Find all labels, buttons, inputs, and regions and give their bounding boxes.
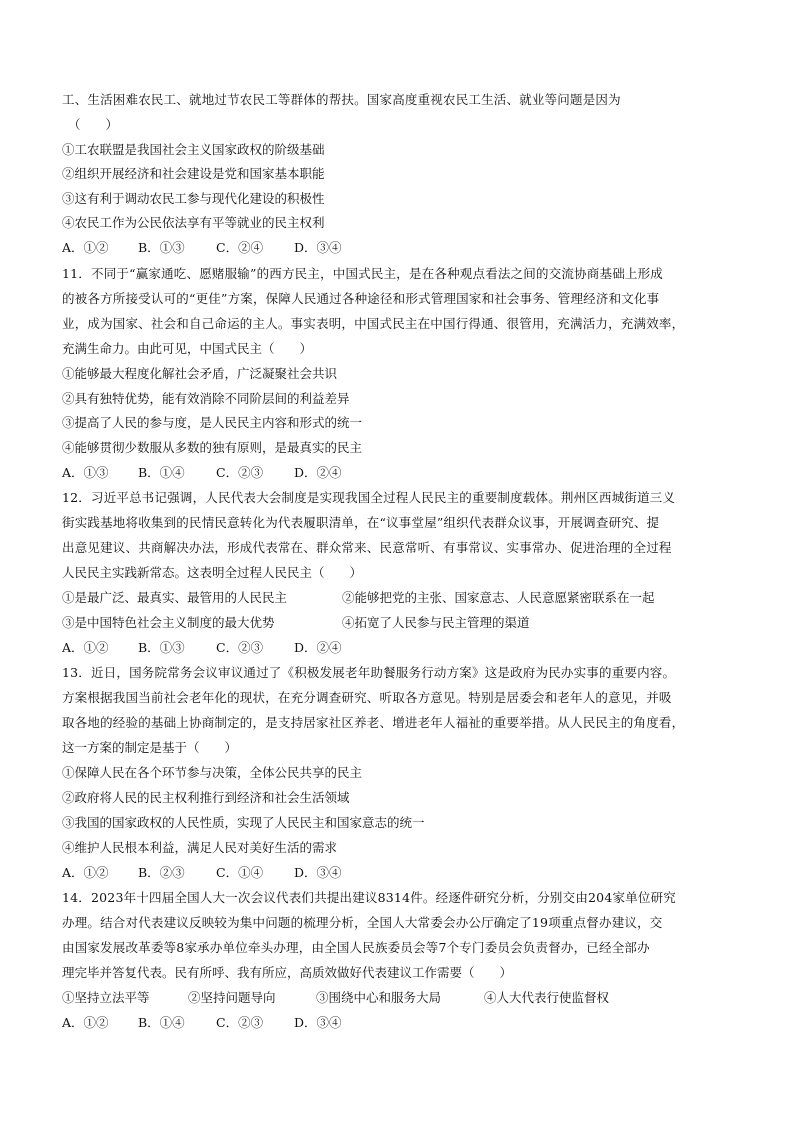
q11-item-4: ④能够贯彻少数服从多数的独有原则，是最真实的民主 [62, 440, 363, 455]
q13-item-1: ①保障人民在各个环节参与决策，全体公民共享的民主 [62, 765, 363, 780]
q13-item-2: ②政府将人民的民主权利推行到经济和社会生活领域 [62, 790, 350, 805]
q10-stem-line-1: 工、生活困难农民工、就地过节农民工等群体的帮扶。国家高度重视农民工生活、就业等问题是因为 [62, 92, 621, 107]
q11-choice-c[interactable]: C．②③ [216, 465, 264, 480]
q14-choice-a[interactable]: A．①② [62, 1015, 109, 1030]
q12-item-1: ①是最广泛、最真实、最管用的人民民主 [62, 590, 288, 605]
q13-stem-line-3: 取各地的经验的基础上协商制定的，是支持居家社区养老、增进老年人福祉的重要举措。从人民民主的角度看， [62, 715, 685, 730]
q12-choice-c[interactable]: C．②③ [216, 640, 264, 655]
q14-stem-line-4: 理完毕并答复代表。民有所呼、我有所应，高质效做好代表建议工作需要（ ） [62, 965, 513, 980]
q10-choice-a[interactable]: A．①② [62, 240, 109, 255]
q13-item-3: ③我国的国家政权的人民性质，实现了人民民主和国家意志的统一 [62, 815, 425, 830]
q10-choice-d[interactable]: D．③④ [294, 240, 342, 255]
q14-stem-line-2: 办理。结合对代表建议反映较为集中问题的梳理分析，全国人大常委会办公厅确定了19项重点督办建议，交 [62, 915, 663, 930]
q11-stem-line-1: 11．不同于“赢家通吃、愿赌服输”的西方民主，中国式民主，是在各种观点看法之间的交流协商基础上形成 [62, 266, 663, 281]
q12-choice-a[interactable]: A．①② [62, 640, 109, 655]
q14-item-1: ①坚持立法平等 [62, 990, 150, 1005]
q12-item-3: ③是中国特色社会主义制度的最大优势 [62, 615, 275, 630]
q10-item-4: ④农民工作为公民依法享有平等就业的民主权利 [62, 215, 325, 230]
q11-choice-a[interactable]: A．①③ [62, 465, 109, 480]
q14-item-3: ③围绕中心和服务大局 [316, 990, 442, 1005]
q11-item-2: ②具有独特优势，能有效消除不同阶层间的利益差异 [62, 391, 350, 406]
q14-choice-d[interactable]: D．③④ [294, 1015, 342, 1030]
q12-stem-line-3: 出意见建议、共商解决办法，形成代表常在、群众常来、民意常听、有事常议、实事常办、促进治理的全过程 [62, 540, 672, 555]
q13-choice-c[interactable]: C．①④ [216, 865, 264, 880]
q14-item-4: ④人大代表行使监督权 [484, 990, 610, 1005]
q13-choice-b[interactable]: B．②③ [138, 865, 185, 880]
q11-choice-d[interactable]: D．②④ [294, 465, 342, 480]
q10-choice-b[interactable]: B．①③ [138, 240, 185, 255]
q10-item-3: ③这有利于调动农民工参与现代化建设的积极性 [62, 191, 325, 206]
q12-choice-d[interactable]: D．②④ [294, 640, 342, 655]
q13-choice-d[interactable]: D．③④ [294, 865, 342, 880]
q14-stem-line-1: 14．2023年十四届全国人大一次会议代表们共提出建议8314件。经逐件研究分析，分别交由204家单位研究 [62, 890, 676, 905]
q10-item-1: ①工农联盟是我国社会主义国家政权的阶级基础 [62, 142, 325, 157]
q11-item-3: ③提高了人民的参与度，是人民民主内容和形式的统一 [62, 415, 363, 430]
q12-stem-line-2: 街实践基地将收集到的民情民意转化为代表履职清单，在“议事堂屋”组织代表群众议事，开展调查研究、提 [62, 515, 660, 530]
q14-choice-c[interactable]: C．②③ [216, 1015, 264, 1030]
q10-item-2: ②组织开展经济和社会建设是党和国家基本职能 [62, 166, 325, 181]
q13-stem-line-1: 13．近日，国务院常务会议审议通过了《积极发展老年助餐服务行动方案》这是政府为民办实事的重要内容。 [62, 665, 676, 680]
q11-stem-line-4: 充满生命力。由此可见，中国式民主（ ） [62, 341, 313, 356]
q11-stem-line-2: 的被各方所接受认可的“更佳”方案，保障人民通过各种途径和形式管理国家和社会事务、管理经济和文化事 [62, 291, 660, 306]
q14-stem-line-3: 由国家发展改革委等8家承办单位牵头办理，由全国人民族委员会等7个专门委员会负责督办，已经全部办 [62, 940, 650, 955]
q12-item-4: ④拓宽了人民参与民主管理的渠道 [342, 615, 530, 630]
q13-stem-line-2: 方案根据我国当前社会老年化的现状，在充分调查研究、听取各方意见。特别是居委会和老年人的意见，并吸 [62, 690, 672, 705]
q13-item-4: ④维护人民根本利益，满足人民对美好生活的需求 [62, 840, 338, 855]
q11-choice-b[interactable]: B．①④ [138, 465, 185, 480]
q14-choice-b[interactable]: B．①④ [138, 1015, 185, 1030]
q13-choice-a[interactable]: A．①② [62, 865, 109, 880]
q13-stem-line-4: 这一方案的制定是基于（ ） [62, 740, 238, 755]
q12-stem-line-4: 人民民主实践新常态。这表明全过程人民民主（ ） [62, 565, 363, 580]
q10-choice-c[interactable]: C．②④ [216, 240, 264, 255]
q11-item-1: ①能够最大程度化解社会矛盾，广泛凝聚社会共识 [62, 366, 338, 381]
q12-item-2: ②能够把党的主张、国家意志、人民意愿紧密联系在一起 [342, 590, 655, 605]
q11-stem-line-3: 业，成为国家、社会和自己命运的主人。事实表明，中国式民主在中国行得通、很管用，充满活力，充满效率， [62, 316, 685, 331]
q12-choice-b[interactable]: B．①③ [138, 640, 185, 655]
q10-answer-blank: （ ） [68, 117, 119, 132]
q14-item-2: ②坚持问题导向 [188, 990, 276, 1005]
q12-stem-line-1: 12．习近平总书记强调，人民代表大会制度是实现我国全过程人民民主的重要制度载体。荆州区西城街道三义 [62, 490, 676, 505]
